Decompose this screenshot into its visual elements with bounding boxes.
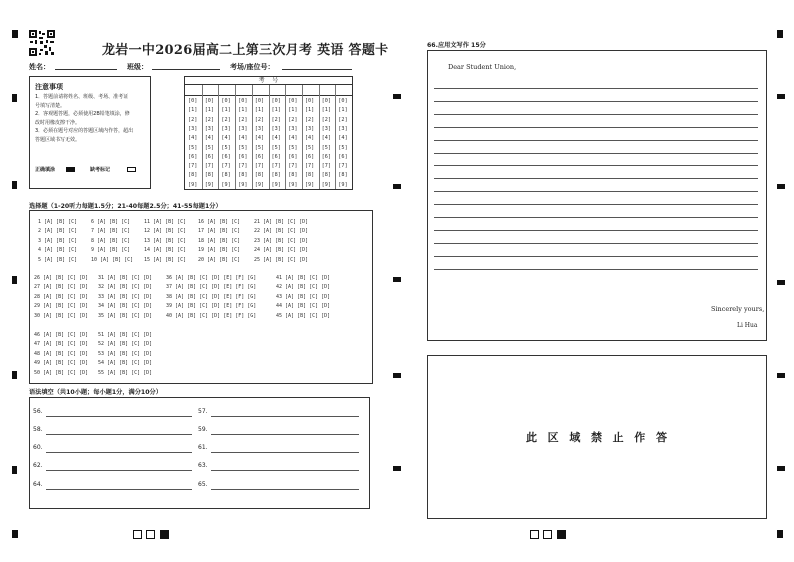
exam-id-digit-bubble[interactable]: [7]	[288, 163, 298, 170]
choice-question[interactable]: 53 [A] [B] [C] [D]	[98, 350, 153, 357]
exam-id-digit-bubble[interactable]: [4]	[271, 135, 281, 142]
writing-line[interactable]	[434, 153, 758, 154]
exam-id-digit-bubble[interactable]: [5]	[204, 144, 215, 151]
choice-question[interactable]: 41 [A] [B] [C] [D]	[276, 275, 331, 281]
choice-question[interactable]: 12 [A] [B] [C]	[144, 228, 187, 235]
exam-id-digit-bubble[interactable]: [3]	[338, 125, 348, 132]
exam-id-digit-bubble[interactable]: [9]	[188, 181, 198, 188]
blank-number: 58.	[33, 426, 43, 433]
writing-signature: Li Hua	[737, 322, 758, 329]
notice-title: 注意事项	[35, 83, 63, 91]
blank-number: 61.	[198, 444, 208, 451]
writing-line[interactable]	[434, 256, 758, 257]
exam-id-digit-bubble[interactable]: [1]	[271, 107, 281, 114]
writing-line[interactable]	[434, 269, 758, 270]
side-mark	[777, 466, 785, 471]
blank-answer-line[interactable]	[46, 434, 192, 435]
exam-id-digit-bubble[interactable]: [4]	[254, 135, 265, 142]
class-field[interactable]	[152, 69, 220, 70]
writing-line[interactable]	[434, 243, 758, 244]
writing-line[interactable]	[434, 204, 758, 205]
exam-id-column-divider	[285, 85, 286, 189]
correct-fill-label: 正确填涂	[35, 167, 56, 173]
exam-id-digit-bubble[interactable]: [0]	[271, 98, 281, 104]
exam-id-digit-bubble[interactable]: [6]	[238, 153, 248, 160]
exam-id-digit-bubble[interactable]: [5]	[271, 144, 281, 151]
exam-id-digit-bubble[interactable]: [1]	[221, 107, 231, 114]
notice-line: 1．答题前请将姓名、班级、考场、准考证	[35, 94, 129, 100]
exam-id-digit-bubble[interactable]: [0]	[321, 98, 331, 104]
exam-id-digit-bubble[interactable]: [2]	[338, 116, 348, 123]
choice-question[interactable]: 37 [A] [B] [C] [D] [E] [F] [G]	[166, 284, 257, 291]
page-title: 龙岩一中2026届高二上第三次月考 英语 答题卡	[102, 43, 389, 58]
exam-id-digit-bubble[interactable]: [2]	[304, 116, 315, 123]
exam-id-digit-bubble[interactable]: [1]	[188, 107, 198, 114]
exam-id-grid[interactable]	[185, 96, 352, 189]
exam-id-digit-bubble[interactable]: [3]	[221, 125, 231, 132]
exam-id-digit-bubble[interactable]: [5]	[338, 144, 348, 151]
exam-id-digit-bubble[interactable]: [8]	[321, 172, 331, 179]
exam-id-digit-bubble[interactable]: [5]	[188, 144, 198, 151]
seat-field[interactable]	[282, 69, 352, 70]
blank-number: 64.	[33, 481, 43, 488]
choice-question[interactable]: 28 [A] [B] [C] [D]	[34, 293, 89, 300]
writing-line[interactable]	[434, 140, 758, 141]
exam-id-column-divider	[335, 85, 336, 189]
notice-line: 答题区域书写无效。	[35, 136, 81, 143]
choice-question[interactable]: 47 [A] [B] [C] [D]	[34, 341, 89, 348]
blank-number: 60.	[33, 444, 43, 451]
restricted-text: 此 区 域 禁 止 作 答	[526, 431, 668, 444]
writing-line[interactable]	[434, 101, 758, 102]
blank-number: 62.	[33, 462, 43, 469]
choice-question[interactable]: 45 [A] [B] [C] [D]	[276, 312, 331, 319]
choice-question[interactable]: 20 [A] [B] [C]	[198, 256, 241, 263]
exam-id-digit-bubble[interactable]: [3]	[321, 125, 331, 132]
side-mark	[393, 373, 401, 378]
choice-question[interactable]: 2 [A] [B] [C]	[38, 228, 78, 235]
blank-answer-line[interactable]	[211, 452, 359, 453]
exam-id-digit-bubble[interactable]: [6]	[304, 153, 315, 160]
choice-question[interactable]: 8 [A] [B] [C]	[91, 237, 131, 244]
side-mark	[12, 94, 17, 102]
exam-id-digit-bubble[interactable]: [3]	[204, 125, 215, 132]
exam-id-digit-bubble[interactable]: [7]	[254, 163, 265, 170]
exam-id-digit-bubble[interactable]: [4]	[304, 135, 315, 142]
corner-mark	[777, 30, 783, 38]
writing-line[interactable]	[434, 230, 758, 231]
page-code-box	[543, 530, 552, 539]
exam-id-digit-bubble[interactable]: [7]	[338, 163, 348, 170]
exam-id-digit-bubble[interactable]: [2]	[271, 116, 281, 123]
exam-id-digit-bubble[interactable]: [6]	[321, 153, 331, 160]
exam-id-box	[184, 76, 353, 190]
exam-id-column-divider	[269, 85, 270, 189]
corner-mark	[777, 530, 783, 538]
exam-id-digit-bubble[interactable]: [2]	[288, 116, 298, 123]
exam-id-digit-bubble[interactable]: [7]	[221, 163, 231, 170]
writing-greeting: Dear Student Union,	[448, 63, 517, 71]
choice-question[interactable]: 54 [A] [B] [C] [D]	[98, 360, 153, 367]
choice-question[interactable]: 23 [A] [B] [C] [D]	[254, 237, 309, 244]
side-mark	[393, 277, 401, 282]
exam-id-digit-bubble[interactable]: [2]	[321, 116, 331, 123]
choice-question[interactable]: 33 [A] [B] [C] [D]	[98, 293, 153, 300]
notice-box	[29, 76, 151, 189]
exam-id-digit-bubble[interactable]: [3]	[271, 125, 281, 132]
notice-text	[35, 93, 147, 144]
exam-id-digit-bubble[interactable]: [9]	[288, 181, 298, 188]
exam-id-digit-bubble[interactable]: [9]	[204, 181, 215, 188]
exam-id-digit-bubble[interactable]: [6]	[204, 153, 215, 160]
choice-question[interactable]: 19 [A] [B] [C]	[198, 247, 241, 254]
choice-question[interactable]: 1 [A] [B] [C]	[38, 219, 78, 225]
side-mark	[777, 94, 785, 99]
notice-line: 改时用橡皮擦干净。	[35, 119, 81, 126]
choice-question[interactable]: 52 [A] [B] [C] [D]	[98, 341, 153, 348]
choice-question[interactable]: 38 [A] [B] [C] [D] [E] [F] [G]	[166, 293, 257, 300]
blank-number: 56.	[33, 408, 43, 415]
choice-question[interactable]: 15 [A] [B] [C]	[144, 256, 187, 263]
choice-question[interactable]: 26 [A] [B] [C] [D]	[34, 275, 89, 281]
blank-number: 57.	[198, 408, 208, 415]
exam-id-digit-bubble[interactable]: [8]	[238, 172, 248, 179]
writing-title: 66.应用文写作 15分	[427, 42, 486, 49]
exam-id-digit-bubble[interactable]: [8]	[188, 172, 198, 179]
choice-question[interactable]: 35 [A] [B] [C] [D]	[98, 312, 153, 319]
exam-id-digit-bubble[interactable]: [2]	[204, 116, 215, 123]
side-mark	[777, 373, 785, 378]
choice-question[interactable]: 13 [A] [B] [C]	[144, 237, 187, 244]
exam-id-column-divider	[319, 85, 320, 189]
choice-question[interactable]: 43 [A] [B] [C] [D]	[276, 293, 331, 300]
class-label: 班级：	[127, 63, 148, 71]
page-code-mark	[557, 530, 566, 539]
exam-id-digit-bubble[interactable]: [9]	[304, 181, 315, 188]
exam-id-digit-bubble[interactable]: [6]	[221, 153, 231, 160]
writing-line[interactable]	[434, 191, 758, 192]
writing-box	[427, 50, 767, 341]
exam-id-column-divider	[235, 85, 236, 189]
exam-id-digit-bubble[interactable]: [6]	[288, 153, 298, 160]
name-label: 姓名：	[29, 63, 50, 71]
side-mark	[393, 94, 401, 99]
exam-id-digit-bubble[interactable]: [1]	[321, 107, 331, 114]
blank-number: 65.	[198, 481, 208, 488]
page-code-mark	[160, 530, 169, 539]
exam-id-digit-bubble[interactable]: [8]	[304, 172, 315, 179]
fill-blanks[interactable]	[30, 398, 369, 508]
exam-id-digit-bubble[interactable]: [1]	[204, 107, 215, 114]
seat-label: 考场/座位号：	[230, 63, 275, 71]
exam-id-digit-bubble[interactable]: [7]	[321, 163, 331, 170]
side-mark	[777, 280, 785, 285]
exam-id-digit-bubble[interactable]: [4]	[221, 135, 231, 142]
exam-id-digit-bubble[interactable]: [3]	[288, 125, 298, 132]
choice-question[interactable]: 25 [A] [B] [C] [D]	[254, 256, 309, 263]
exam-id-digit-bubble[interactable]: [0]	[304, 98, 315, 104]
exam-id-digit-bubble[interactable]: [3]	[254, 125, 265, 132]
exam-id-digit-bubble[interactable]: [2]	[254, 116, 265, 123]
exam-id-digit-bubble[interactable]: [0]	[188, 98, 198, 104]
exam-id-digit-bubble[interactable]: [9]	[238, 181, 248, 188]
exam-id-digit-bubble[interactable]: [9]	[338, 181, 348, 188]
choice-question[interactable]: 6 [A] [B] [C]	[91, 219, 131, 225]
writing-closing: Sincerely yours,	[711, 305, 765, 313]
exam-id-digit-bubble[interactable]: [9]	[271, 181, 281, 188]
blank-answer-line[interactable]	[211, 416, 359, 417]
exam-id-digit-bubble[interactable]: [3]	[238, 125, 248, 132]
notice-line: 2．客观题答题，必须使用2B铅笔填涂，修	[35, 111, 130, 117]
choice-question[interactable]: 4 [A] [B] [C]	[38, 247, 78, 254]
choice-question[interactable]: 48 [A] [B] [C] [D]	[34, 350, 89, 357]
exam-id-digit-bubble[interactable]: [4]	[238, 135, 248, 142]
exam-id-digit-bubble[interactable]: [7]	[238, 163, 248, 170]
side-mark	[393, 466, 401, 471]
exam-id-digit-bubble[interactable]: [4]	[338, 135, 348, 142]
blank-answer-line[interactable]	[46, 470, 192, 471]
blank-number: 63.	[198, 462, 208, 469]
side-mark	[393, 184, 401, 189]
exam-id-digit-bubble[interactable]: [5]	[304, 144, 315, 151]
page-code-box	[133, 530, 142, 539]
exam-id-digit-bubble[interactable]: [5]	[288, 144, 298, 151]
exam-id-column-divider	[218, 85, 219, 189]
exam-id-digit-bubble[interactable]: [9]	[221, 181, 231, 188]
blank-number: 59.	[198, 426, 208, 433]
choice-question[interactable]: 50 [A] [B] [C] [D]	[34, 369, 89, 376]
blank-answer-line[interactable]	[46, 416, 192, 417]
exam-id-digit-bubble[interactable]: [4]	[321, 135, 331, 142]
blank-answer-line[interactable]	[211, 434, 359, 435]
choice-question[interactable]: 30 [A] [B] [C] [D]	[34, 312, 89, 319]
writing-lines[interactable]	[428, 51, 766, 340]
absent-mark-box[interactable]	[127, 167, 136, 172]
restricted-area	[427, 355, 767, 519]
choice-question[interactable]: 55 [A] [B] [C] [D]	[98, 369, 153, 376]
blank-answer-line[interactable]	[46, 489, 192, 490]
exam-id-digit-bubble[interactable]: [3]	[304, 125, 315, 132]
choice-question[interactable]: 29 [A] [B] [C] [D]	[34, 303, 89, 310]
exam-id-digit-bubble[interactable]: [1]	[238, 107, 248, 114]
choice-question[interactable]: 39 [A] [B] [C] [D] [E] [F] [G]	[166, 303, 257, 310]
fill-title: 语法填空（共10小题；每小题1分，满分10分）	[29, 389, 162, 396]
choice-question[interactable]: 14 [A] [B] [C]	[144, 247, 187, 254]
choice-question[interactable]: 9 [A] [B] [C]	[91, 247, 131, 254]
writing-line[interactable]	[434, 178, 758, 179]
exam-id-digit-bubble[interactable]: [0]	[204, 98, 215, 104]
exam-id-digit-bubble[interactable]: [8]	[271, 172, 281, 179]
choice-question[interactable]: 46 [A] [B] [C] [D]	[34, 332, 89, 338]
choice-question[interactable]: 24 [A] [B] [C] [D]	[254, 247, 309, 254]
exam-id-digit-bubble[interactable]: [5]	[254, 144, 265, 151]
choice-question[interactable]: 22 [A] [B] [C] [D]	[254, 228, 309, 235]
choice-question[interactable]: 11 [A] [B] [C]	[144, 219, 187, 225]
side-mark	[12, 276, 17, 284]
exam-id-digit-bubble[interactable]: [8]	[204, 172, 215, 179]
exam-id-digit-bubble[interactable]: [6]	[188, 153, 198, 160]
choice-question[interactable]: 16 [A] [B] [C]	[198, 219, 241, 225]
choice-question[interactable]: 42 [A] [B] [C] [D]	[276, 284, 331, 291]
exam-id-digit-bubble[interactable]: [0]	[254, 98, 265, 104]
side-mark	[12, 181, 17, 189]
side-mark	[777, 184, 785, 189]
exam-id-digit-bubble[interactable]: [0]	[221, 98, 231, 104]
exam-id-digit-bubble[interactable]: [2]	[221, 116, 231, 123]
choice-question[interactable]: 49 [A] [B] [C] [D]	[34, 360, 89, 367]
blank-answer-line[interactable]	[46, 452, 192, 453]
choice-question[interactable]: 5 [A] [B] [C]	[38, 256, 78, 263]
exam-id-digit-bubble[interactable]: [5]	[221, 144, 231, 151]
choice-question[interactable]: 36 [A] [B] [C] [D] [E] [F] [G]	[166, 275, 257, 281]
fill-box	[29, 397, 370, 509]
choice-question[interactable]: 18 [A] [B] [C]	[198, 237, 241, 244]
exam-id-digit-bubble[interactable]: [4]	[188, 135, 198, 142]
exam-id-digit-bubble[interactable]: [7]	[188, 163, 198, 170]
exam-id-title: 考 号	[185, 77, 352, 85]
exam-id-digit-bubble[interactable]: [6]	[254, 153, 265, 160]
correct-fill-sample	[66, 167, 75, 172]
exam-id-digit-bubble[interactable]: [0]	[288, 98, 298, 104]
exam-id-digit-bubble[interactable]: [9]	[254, 181, 265, 188]
exam-id-digit-bubble[interactable]: [7]	[271, 163, 281, 170]
exam-id-column-divider	[202, 85, 203, 189]
choice-question[interactable]: 44 [A] [B] [C] [D]	[276, 303, 331, 310]
exam-id-digit-bubble[interactable]: [0]	[338, 98, 348, 104]
exam-id-digit-bubble[interactable]: [7]	[304, 163, 315, 170]
writing-line[interactable]	[434, 114, 758, 115]
choice-question[interactable]: 27 [A] [B] [C] [D]	[34, 284, 89, 291]
corner-mark	[12, 30, 18, 38]
blank-answer-line[interactable]	[211, 489, 359, 490]
choice-question[interactable]: 21 [A] [B] [C] [D]	[254, 219, 309, 225]
exam-id-digit-bubble[interactable]: [3]	[188, 125, 198, 132]
writing-line[interactable]	[434, 217, 758, 218]
blank-answer-line[interactable]	[211, 470, 359, 471]
exam-id-digit-bubble[interactable]: [9]	[321, 181, 331, 188]
exam-id-digit-bubble[interactable]: [8]	[254, 172, 265, 179]
page-code-box	[146, 530, 155, 539]
exam-id-digit-bubble[interactable]: [4]	[288, 135, 298, 142]
exam-id-digit-bubble[interactable]: [5]	[321, 144, 331, 151]
exam-id-digit-bubble[interactable]: [7]	[204, 163, 215, 170]
exam-id-digit-bubble[interactable]: [8]	[221, 172, 231, 179]
choice-options[interactable]	[30, 211, 372, 383]
exam-id-digit-bubble[interactable]: [0]	[238, 98, 248, 104]
corner-mark	[12, 530, 18, 538]
exam-id-column-divider	[302, 85, 303, 189]
choice-question[interactable]: 51 [A] [B] [C] [D]	[98, 332, 153, 338]
exam-id-digit-bubble[interactable]: [2]	[188, 116, 198, 123]
writing-line[interactable]	[434, 127, 758, 128]
exam-id-digit-bubble[interactable]: [8]	[338, 172, 348, 179]
choice-question[interactable]: 10 [A] [B] [C]	[91, 256, 134, 263]
writing-line[interactable]	[434, 88, 758, 89]
exam-id-column-divider	[252, 85, 253, 189]
exam-id-digit-bubble[interactable]: [1]	[288, 107, 298, 114]
exam-id-digit-bubble[interactable]: [6]	[271, 153, 281, 160]
choice-question[interactable]: 31 [A] [B] [C] [D]	[98, 275, 153, 281]
choice-question[interactable]: 34 [A] [B] [C] [D]	[98, 303, 153, 310]
exam-id-digit-bubble[interactable]: [1]	[254, 107, 265, 114]
exam-id-digit-bubble[interactable]: [4]	[204, 135, 215, 142]
exam-id-digit-bubble[interactable]: [2]	[238, 116, 248, 123]
writing-line[interactable]	[434, 165, 758, 166]
choice-question[interactable]: 3 [A] [B] [C]	[38, 237, 78, 244]
exam-id-digit-bubble[interactable]: [1]	[304, 107, 315, 114]
exam-id-digit-bubble[interactable]: [8]	[288, 172, 298, 179]
choice-question[interactable]: 7 [A] [B] [C]	[91, 228, 131, 235]
side-mark	[12, 466, 17, 474]
exam-id-digit-bubble[interactable]: [6]	[338, 153, 348, 160]
notice-line: 号填写清楚。	[35, 102, 66, 109]
absent-mark-label: 缺考标记	[90, 167, 111, 173]
page-code-box	[530, 530, 539, 539]
choice-box	[29, 210, 373, 384]
exam-id-digit-bubble[interactable]: [5]	[238, 144, 248, 151]
notice-line: 3．必须在题号对应的答题区域内作答，超出	[35, 128, 134, 134]
choice-question[interactable]: 32 [A] [B] [C] [D]	[98, 284, 153, 291]
choice-question[interactable]: 17 [A] [B] [C]	[198, 228, 241, 235]
choice-title: 选择题（1-20听力每题1.5分；21-40每题2.5分；41-55每题1分）	[29, 203, 222, 210]
qr-code	[29, 30, 55, 56]
name-field[interactable]	[55, 69, 117, 70]
side-mark	[12, 371, 17, 379]
choice-question[interactable]: 40 [A] [B] [C] [D] [E] [F] [G]	[166, 312, 257, 319]
exam-id-digit-bubble[interactable]: [1]	[338, 107, 348, 114]
